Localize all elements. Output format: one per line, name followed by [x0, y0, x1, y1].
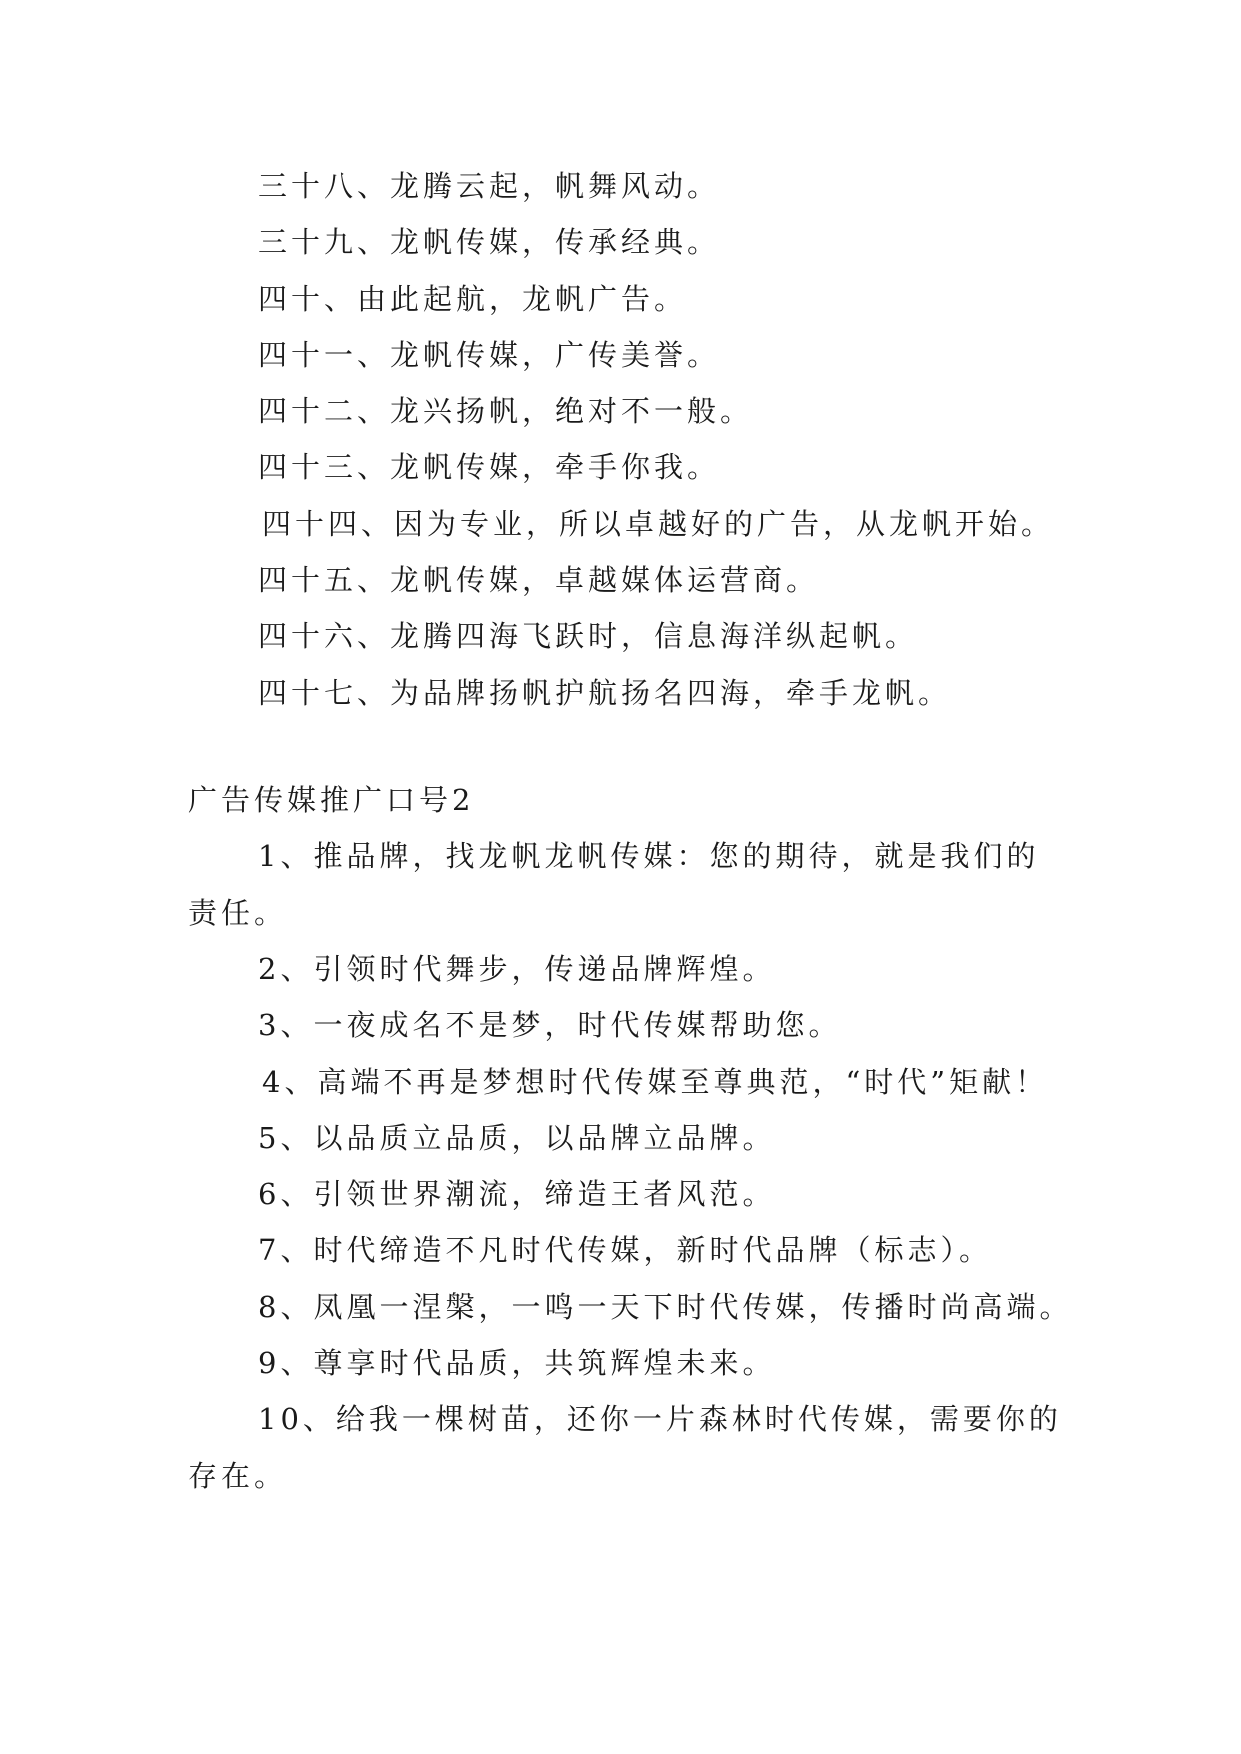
slogan-b-line-10-cont: 存在。: [188, 1459, 288, 1493]
slogan-b-line-7: 7、时代缔造不凡时代传媒，新时代品牌（标志）。: [258, 1233, 992, 1267]
slogan-line-43: 四十三、龙帆传媒，牵手你我。: [258, 450, 721, 484]
slogan-b-line-8: 8、凤凰一涅槃，一鸣一天下时代传媒，传播时尚高端。: [258, 1290, 1073, 1324]
slogan-b-line-9: 9、尊享时代品质，共筑辉煌未来。: [258, 1346, 776, 1380]
slogan-b-line-1-cont: 责任。: [188, 896, 288, 930]
slogan-b-line-5: 5、以品质立品质，以品牌立品牌。: [258, 1121, 776, 1155]
slogan-line-40: 四十、由此起航，龙帆广告。: [258, 282, 688, 316]
slogan-b-line-2: 2、引领时代舞步，传递品牌辉煌。: [258, 952, 776, 986]
slogan-b-line-3: 3、一夜成名不是梦，时代传媒帮助您。: [258, 1008, 842, 1042]
slogan-line-42: 四十二、龙兴扬帆，绝对不一般。: [258, 394, 754, 428]
slogan-b-line-1: 1、推品牌，找龙帆龙帆传媒：您的期待，就是我们的: [258, 839, 1040, 873]
slogan-line-38: 三十八、龙腾云起，帆舞风动。: [258, 169, 721, 203]
slogan-line-47: 四十七、为品牌扬帆护航扬名四海，牵手龙帆。: [258, 676, 952, 710]
slogan-b-line-4: 4、高端不再是梦想时代传媒至尊典范，“时代”矩献！: [262, 1065, 1049, 1099]
slogan-line-39: 三十九、龙帆传媒，传承经典。: [258, 225, 721, 259]
section-heading: 广告传媒推广口号2: [188, 783, 475, 817]
slogan-b-line-6: 6、引领世界潮流，缔造王者风范。: [258, 1177, 776, 1211]
slogan-b-line-10: 10、给我一棵树苗，还你一片森林时代传媒，需要你的: [258, 1402, 1062, 1436]
slogan-line-41: 四十一、龙帆传媒，广传美誉。: [258, 338, 721, 372]
slogan-line-46: 四十六、龙腾四海飞跃时，信息海洋纵起帆。: [258, 619, 919, 653]
slogan-line-44: 四十四、因为专业，所以卓越好的广告，从龙帆开始。: [262, 507, 1055, 541]
slogan-line-45: 四十五、龙帆传媒，卓越媒体运营商。: [258, 563, 820, 597]
